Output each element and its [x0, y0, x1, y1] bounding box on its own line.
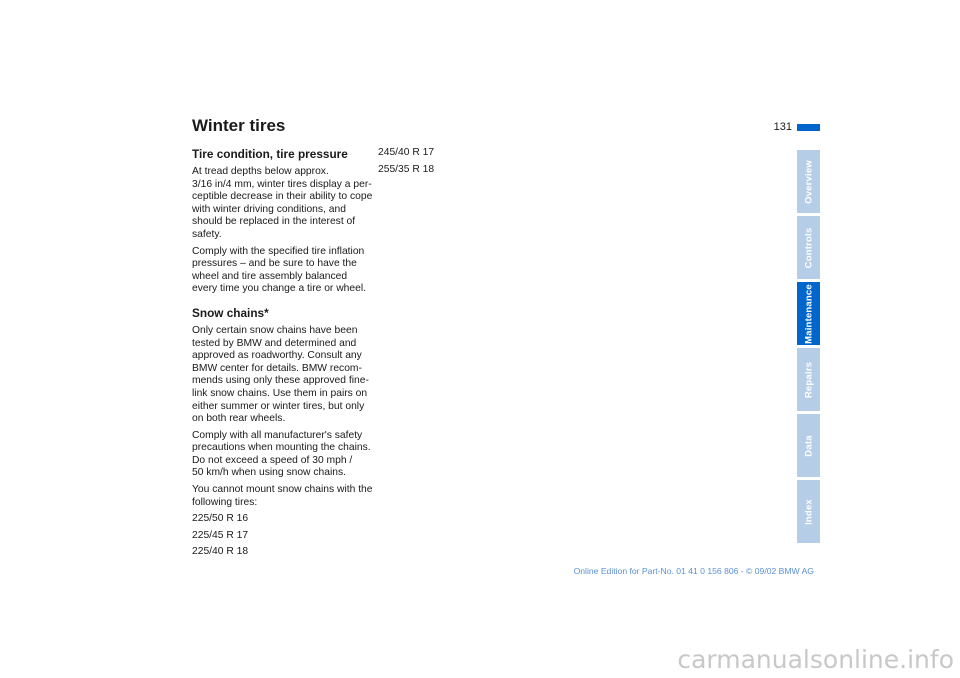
section-heading-snow-chains: Snow chains* [192, 305, 269, 320]
tab-repairs[interactable] [797, 348, 820, 411]
left-column [192, 147, 388, 563]
paragraph-inflation: Comply with the specified tire inflation pressures – and be sure to have the wheel and tire assembly balanced every time you change a tire or wheel. [192, 245, 366, 295]
tire-size: 225/50 R 16 [192, 513, 249, 525]
tab-overview[interactable] [797, 150, 820, 213]
tab-controls[interactable] [797, 216, 820, 279]
watermark: carmanualsonline.info [677, 645, 954, 674]
page-number: 131 [773, 121, 792, 133]
tire-size: 225/40 R 18 [192, 546, 249, 558]
paragraph-approved-chains: Only certain snow chains have been tested by BMW and determined and approved as roadworthy. Consult any BMW center for details. BMW recom- mends using only these approved fine- link snow chains. Use them in pairs on either summer or winter tires, but only on both rear wheels. [192, 324, 369, 425]
tab-data[interactable] [797, 414, 820, 477]
tab-label: Controls [803, 227, 814, 268]
paragraph-cannot-mount: You cannot mount snow chains with the following tires: [192, 484, 373, 508]
tab-maintenance[interactable] [797, 282, 820, 345]
tab-label: Index [803, 498, 814, 525]
page-title: Winter tires [192, 116, 286, 135]
tab-label: Overview [803, 159, 814, 204]
section-heading-tire-condition: Tire condition, tire pressure [192, 147, 348, 161]
paragraph-tread-depth: At tread depths below approx. 3/16 in/4 mm, winter tires display a per- ceptible decrease in their ability to cope with winter driving conditions, and should be replaced in the interest of safety. [192, 166, 373, 240]
tab-label: Data [803, 434, 814, 457]
tab-label: Maintenance [803, 283, 814, 344]
right-column [378, 147, 574, 180]
tab-label: Repairs [803, 361, 814, 398]
page-number-bar [797, 124, 820, 131]
tire-size: 245/40 R 17 [378, 147, 435, 158]
tire-size: 255/35 R 18 [378, 163, 435, 175]
footer-edition-note: Online Edition for Part-No. 01 41 0 156 806 - © 09/02 BMW AG [573, 566, 814, 576]
tab-index[interactable] [797, 480, 820, 543]
section-tabs [797, 150, 820, 546]
paragraph-safety-precautions: Comply with all manufacturer's safety precautions when mounting the chains. Do not exceed a speed of 30 mph / 50 km/h when using snow chains. [192, 429, 371, 479]
tire-size: 225/45 R 17 [192, 529, 249, 541]
